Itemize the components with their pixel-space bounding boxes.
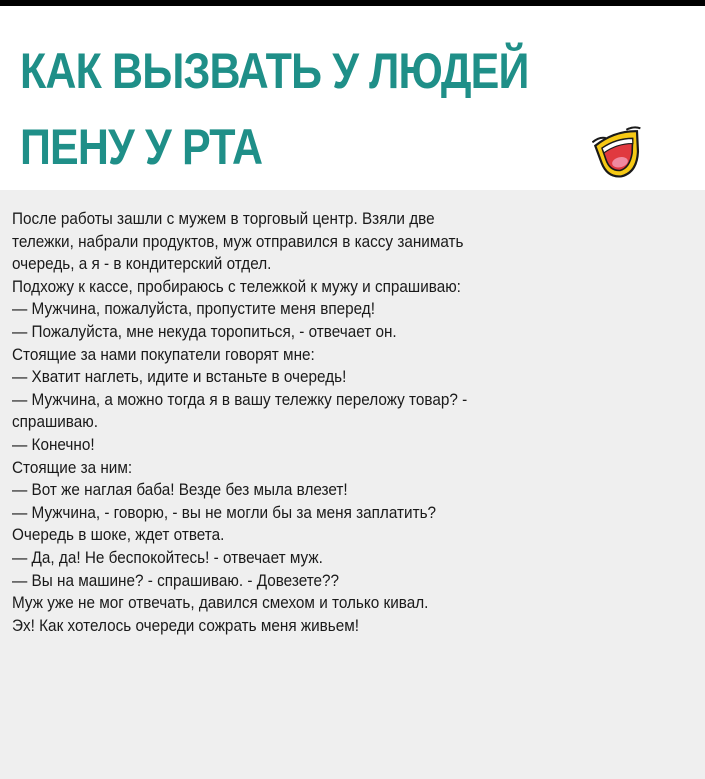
laughing-face-icon <box>592 126 648 182</box>
story-line: — Мужчина, а можно тогда я в вашу тележку переложу товар? - <box>12 389 468 409</box>
story-text <box>12 208 700 637</box>
story-line: — Хватит наглеть, идите и встаньте в очередь! <box>12 367 347 387</box>
story-panel <box>0 190 705 779</box>
header <box>0 6 705 190</box>
story-line: — Вот же наглая баба! Везде без мыла влезет! <box>12 480 348 500</box>
story-line: После работы зашли с мужем в торговый центр. Взяли две <box>12 209 435 228</box>
story-line: тележки, набрали продуктов, муж отправился в кассу занимать <box>12 231 464 251</box>
story-line: — Пожалуйста, мне некуда торопиться, - отвечает он. <box>12 321 397 341</box>
story-line: очередь, а я - в кондитерский отдел. <box>12 254 272 274</box>
title-line-2: ПЕНУ У РТА <box>20 119 263 175</box>
story-line: — Конечно! <box>12 434 95 454</box>
story-line: — Вы на машине? - спрашиваю. - Довезете?? <box>12 570 340 590</box>
story-line: спрашиваю. <box>12 412 98 432</box>
story-line: — Да, да! Не беспокойтесь! - отвечает муж. <box>12 547 323 567</box>
story-line: Стоящие за ним: <box>12 457 133 477</box>
story-line: Стоящие за нами покупатели говорят мне: <box>12 344 315 364</box>
story-line: Очередь в шоке, ждет ответа. <box>12 525 225 545</box>
story-line: Муж уже не мог отвечать, давился смехом и только кивал. <box>12 593 429 613</box>
story-line: Подхожу к кассе, пробираюсь с тележкой к мужу и спрашиваю: <box>12 276 461 296</box>
story-line: — Мужчина, пожалуйста, пропустите меня вперед! <box>12 299 375 319</box>
title-line-1: КАК ВЫЗВАТЬ У ЛЮДЕЙ <box>20 43 529 99</box>
story-line: — Мужчина, - говорю, - вы не могли бы за меня заплатить? <box>12 502 437 522</box>
story-line: Эх! Как хотелось очереди сожрать меня живьем! <box>12 615 360 635</box>
